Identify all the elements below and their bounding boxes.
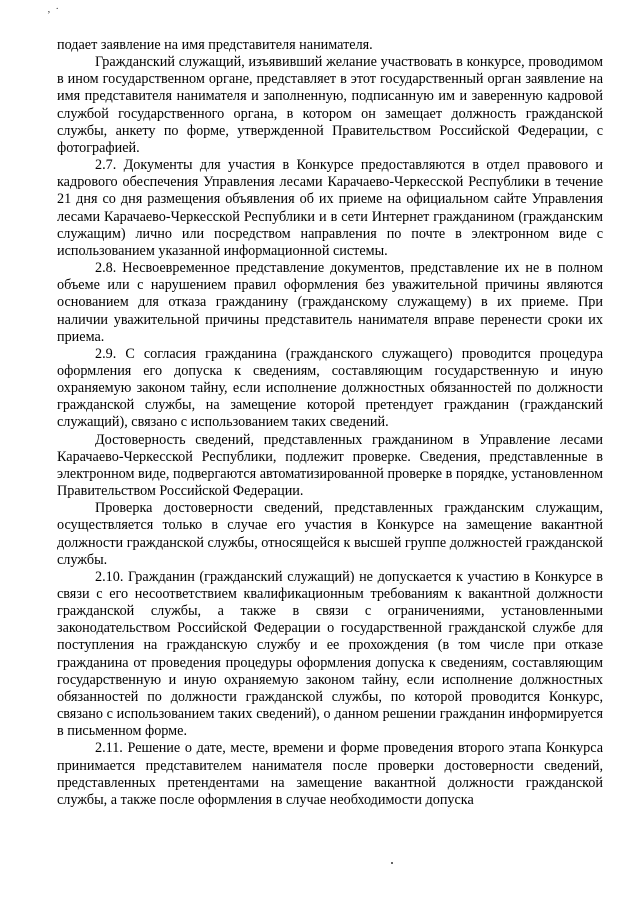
paragraph-2-7: 2.7. Документы для участия в Конкурсе предоставляются в отдел правового и кадрового обеспечения Управления лесами Карачаево-Черкесской Республики в течение 21 дня со дня размещения объявления об их приеме на официальном сайте Управления лесами Карачаево-Черкесской Республики и в сети Интернет гражданином (гражданским служащим) лично или посредством направления по почте в электронном виде с использованием указанной информационной системы.	[57, 157, 603, 259]
paragraph-verification: Достоверность сведений, представленных гражданином в Управление лесами Карачаево-Черкесской Республики, подлежит проверке. Сведения, представленные в электронном виде, подвергаются автоматизированной проверке в порядке, установленном Правительством Российской Федерации.	[57, 431, 603, 500]
paragraph-continuation: подает заявление на имя представителя нанимателя.	[57, 37, 373, 53]
paragraph-2-11: 2.11. Решение о дате, месте, времени и форме проведения второго этапа Конкурса принимается представителем нанимателя после проверки достоверности сведений, представленных претендентами на замещение вакантной должности гражданской службы, а также после оформления в случае необходимости допуска	[57, 740, 603, 808]
paragraph-2-9: 2.9. С согласия гражданина (гражданского служащего) проводится процедура оформления его допуска к сведениям, составляющим государственную и иную охраняемую законом тайну, если исполнение должностных обязанностей по должности гражданской службы, на замещение которой претендует гражданин (гражданский служащий), связано с использованием таких сведений.	[57, 345, 603, 431]
paragraph-verification-civil-servant: Проверка достоверности сведений, представленных гражданским служащим, осуществляется только в случае его участия в Конкурсе на замещение вакантной должности гражданской службы, относящейся к высшей группе должностей гражданской службы.	[57, 500, 603, 568]
paragraph-civil-servant-application: Гражданский служащий, изъявивший желание участвовать в конкурсе, проводимом в ином государственном органе, представляет в этот государственный орган заявление на имя представителя нанимателя и заполненную, подписанную им и заверенную кадровой службой государственного органа, в котором он замещает должность гражданской службы, анкету по форме, утвержденной Правительством Российской Федерации, с фотографией.	[57, 54, 603, 156]
paragraph-2-10: 2.10. Гражданин (гражданский служащий) не допускается к участию в Конкурсе в связи с его несоответствием квалификационным требованиям к вакантной должности гражданской службы, а также в связи с ограничениями, установленными законодательством Российской Федерации о государственной гражданской службе для поступления на гражданскую службу и ее прохождения (в том числе при отказе гражданина от проведения процедуры оформления допуска к сведениям, составляющим государственную и иную охраняемую законом тайну, если исполнение должностных обязанностей по должности гражданской службы, по которой проводится Конкурс, связано с использованием таких сведений), о данном решении гражданин информируется в письменном форме.	[57, 568, 603, 740]
scan-artifact-dot	[391, 862, 393, 864]
scan-mark: ‚ ·	[47, 3, 61, 15]
document-body	[57, 37, 603, 809]
paragraph-2-8: 2.8. Несвоевременное представление документов, представление их не в полном объеме или с нарушением правил оформления без уважительной причины являются основанием для отказа гражданину (гражданскому служащему) в их приеме. При наличии уважительной причины представитель нанимателя вправе перенести сроки их приема.	[57, 260, 603, 345]
